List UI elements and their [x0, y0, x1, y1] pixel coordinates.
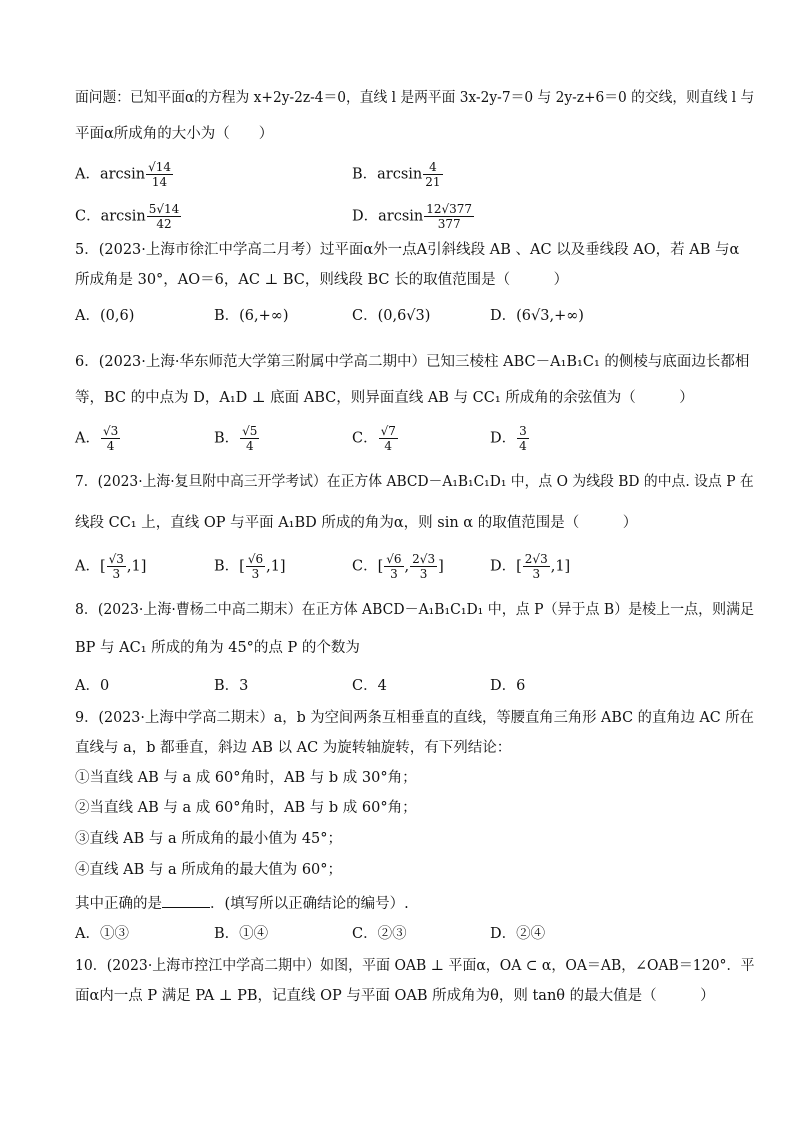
q4-option-c[interactable]: C．arcsin $\frac{5√14}{42}$: [75, 202, 180, 231]
q10-stem-line1: 10．(2023·上海市控江中学高二期中）如图，平面 OAB ⊥ 平面α，OA ⊂ α，OA＝AB，∠OAB＝120°．平: [75, 958, 755, 974]
q8-option-a[interactable]: A．0: [75, 678, 110, 694]
q9-statement-4: ④直线 AB 与 a 所成角的最大值为 60°；: [75, 862, 343, 878]
answer-blank[interactable]: [162, 893, 210, 908]
q9-stem-line2: 直线与 a，b 都垂直，斜边 AB 以 AC 为旋转轴旋转，有下列结论：: [75, 740, 512, 756]
q4-option-d[interactable]: D．arcsin $\frac{12√377}{377}$: [352, 202, 473, 231]
q6-option-c[interactable]: C． $\frac{√7}{4}$: [352, 424, 396, 453]
q9-stem-line1: 9．(2023·上海中学高二期末）a，b 为空间两条互相垂直的直线，等腰直角三角形 ABC 的直角边 AC 所在: [75, 710, 754, 726]
q8-option-b[interactable]: B．3: [214, 678, 249, 694]
q5-option-a[interactable]: A．(0,6): [75, 308, 135, 324]
q6-stem-line2: 等，BC 的中点为 D，A₁D ⊥ 底面 ABC，则异面直线 AB 与 CC₁ 所成角的余弦值为（ ）: [75, 390, 694, 406]
q9-option-d[interactable]: D．②④: [490, 926, 546, 942]
q9-option-b[interactable]: B．①④: [214, 926, 269, 942]
q7-option-d[interactable]: D．[ $\frac{2√3}{3}$ ,1]: [490, 552, 571, 581]
q8-stem-line2: BP 与 AC₁ 所成的角为 45°的点 P 的个数为: [75, 640, 360, 656]
q7-stem-line1: 7．(2023·上海·复旦附中高三开学考试）在正方体 ABCD－A₁B₁C₁D₁ 中，点 O 为线段 BD 的中点. 设点 P 在: [75, 474, 754, 490]
q7-option-b[interactable]: B．[ $\frac{√6}{3}$ ,1]: [214, 552, 286, 581]
q5-option-c[interactable]: C．(0,6√3): [352, 308, 431, 324]
q4-stem-line1: 面问题：已知平面α的方程为 x+2y-2z-4＝0，直线 l 是两平面 3x-2y-7＝0 与 2y-z+6＝0 的交线，则直线 l 与: [75, 90, 755, 106]
q4-stem-line2: 平面α所成角的大小为（ ）: [75, 126, 274, 142]
q7-option-c[interactable]: C．[ $\frac{√6}{3}$ , $\frac{2√3}{3}$ ]: [352, 552, 444, 581]
q9-statement-3: ③直线 AB 与 a 所成角的最小值为 45°；: [75, 831, 343, 847]
q9-option-c[interactable]: C．②③: [352, 926, 407, 942]
q4-option-b[interactable]: B．arcsin $\frac{4}{21}$: [352, 160, 441, 189]
q10-stem-line2: 面α内一点 P 满足 PA ⊥ PB，记直线 OP 与平面 OAB 所成角为θ，则 tanθ 的最大值是（ ）: [75, 988, 715, 1004]
q9-option-a[interactable]: A．①③: [75, 926, 129, 942]
q5-option-b[interactable]: B．(6,+∞): [214, 308, 289, 324]
q6-stem-line1: 6．(2023·上海·华东师范大学第三附属中学高二期中）已知三棱柱 ABC－A₁B₁C₁ 的侧棱与底面边长都相: [75, 354, 750, 370]
q7-option-a[interactable]: A．[ $\frac{√3}{3}$ ,1]: [75, 552, 147, 581]
q6-option-d[interactable]: D． $\frac{3}{4}$: [490, 424, 527, 453]
q8-option-c[interactable]: C．4: [352, 678, 387, 694]
q9-question: 其中正确的是 ．(填写所以正确结论的编号）.: [75, 893, 409, 914]
q5-stem-line2: 所成角是 30°，AO＝6，AC ⊥ BC，则线段 BC 长的取值范围是（ ）: [75, 272, 569, 288]
q9-statement-2: ②当直线 AB 与 a 成 60°角时，AB 与 b 成 60°角；: [75, 800, 417, 816]
q6-option-a[interactable]: A． $\frac{√3}{4}$: [75, 424, 119, 453]
q4-option-a[interactable]: A．arcsin $\frac{√14}{14}$: [75, 160, 172, 189]
q8-option-d[interactable]: D．6: [490, 678, 526, 694]
q7-stem-line2: 线段 CC₁ 上，直线 OP 与平面 A₁BD 所成的角为α，则 sin α 的取值范围是（ ）: [75, 515, 638, 531]
q9-statement-1: ①当直线 AB 与 a 成 60°角时，AB 与 b 成 30°角；: [75, 770, 417, 786]
q6-option-b[interactable]: B． $\frac{√5}{4}$: [214, 424, 258, 453]
q5-stem-line1: 5．(2023·上海市徐汇中学高二月考）过平面α外一点A引斜线段 AB 、AC 以及垂线段 AO，若 AB 与α: [75, 242, 740, 258]
q5-option-d[interactable]: D．(6√3,+∞): [490, 308, 584, 324]
q8-stem-line1: 8．(2023·上海·曹杨二中高二期末）在正方体 ABCD－A₁B₁C₁D₁ 中，点 P（异于点 B）是棱上一点，则满足: [75, 602, 755, 618]
